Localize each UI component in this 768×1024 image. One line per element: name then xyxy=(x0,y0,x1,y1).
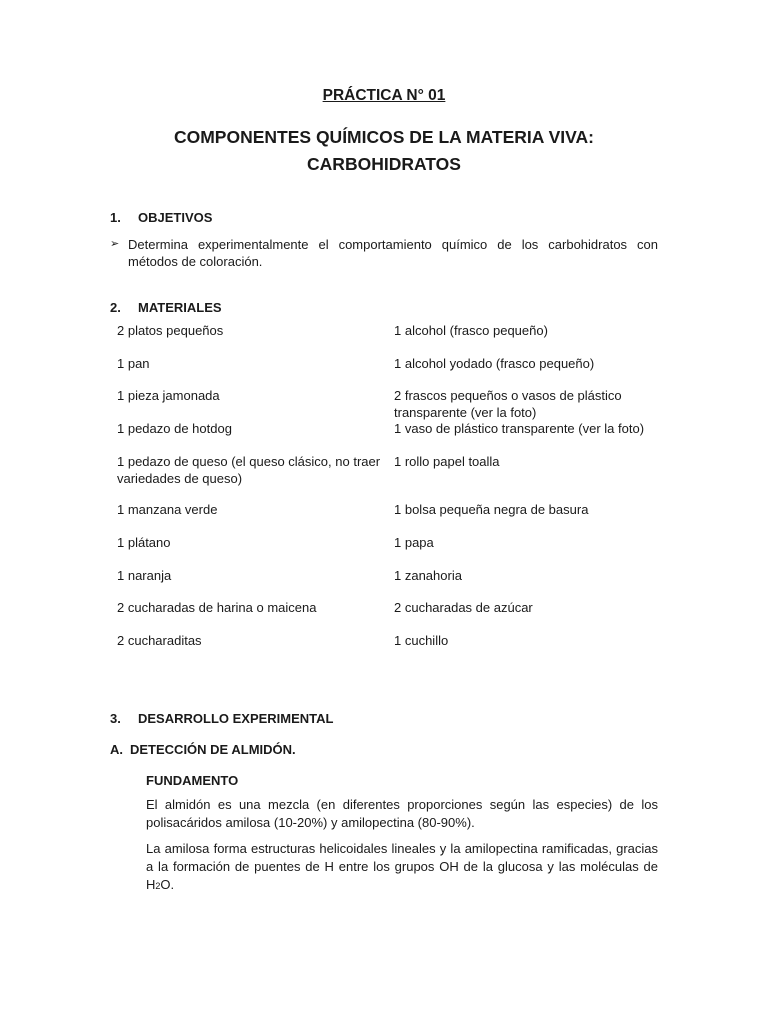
section-objetivos-heading xyxy=(110,210,212,225)
material-right-item: 1 papa xyxy=(394,535,434,550)
main-title xyxy=(0,124,768,178)
material-left-item: 1 naranja xyxy=(117,568,172,583)
material-right-item: 1 alcohol yodado (frasco pequeño) xyxy=(394,356,595,371)
section-title: DESARROLLO EXPERIMENTAL xyxy=(138,711,334,726)
paragraph-text: La amilosa forma estructuras helicoidales lineales y la amilopectina ramificadas, gracias a la formación de puentes de H entre los grupos OH de la glucosa y las moléculas de H xyxy=(146,841,658,892)
fundamento-heading: FUNDAMENTO xyxy=(146,773,239,788)
section-number: 1. xyxy=(110,210,121,225)
material-left-item: 1 manzana verde xyxy=(117,502,218,517)
main-title-line1: COMPONENTES QUÍMICOS DE LA MATERIA VIVA: xyxy=(173,127,594,147)
paragraph-end: O. xyxy=(160,877,175,892)
objective-item xyxy=(110,236,658,270)
material-left-item: 2 cucharadas de harina o maicena xyxy=(117,600,317,615)
material-right-item: 1 cuchillo xyxy=(394,633,449,648)
section-materiales-heading xyxy=(110,300,222,315)
section-number: 2. xyxy=(110,300,121,315)
material-left-item: 1 pieza jamonada xyxy=(117,388,220,403)
material-right-item: 1 zanahoria xyxy=(394,568,462,583)
section-number: 3. xyxy=(110,711,121,726)
subscript-text: 2 xyxy=(155,881,161,891)
main-title-line2: CARBOHIDRATOS xyxy=(307,154,461,174)
material-right-item: 1 bolsa pequeña negra de basura xyxy=(394,502,589,517)
material-right-item: 2 frascos pequeños o vasos de plástico transparente (ver la foto) xyxy=(394,388,622,420)
objective-text: Determina experimentalmente el comportamiento químico de los carbohidratos con métodos de coloración. xyxy=(128,237,658,269)
material-left-item: 2 cucharaditas xyxy=(117,633,202,648)
section-title: OBJETIVOS xyxy=(138,210,213,225)
material-right-item: 1 alcohol (frasco pequeño) xyxy=(394,323,548,338)
practice-title: PRÁCTICA N° 01 xyxy=(322,87,446,104)
material-left-item: 1 pedazo de queso (el queso clásico, no traer variedades de queso) xyxy=(117,454,381,486)
subsection-title: DETECCIÓN DE ALMIDÓN. xyxy=(130,742,296,757)
section-title: MATERIALES xyxy=(138,300,222,315)
subsection-letter: A. xyxy=(110,742,123,757)
section-desarrollo-heading xyxy=(110,711,334,726)
material-left-item: 1 plátano xyxy=(117,535,171,550)
material-right-item: 1 rollo papel toalla xyxy=(394,454,500,469)
fundamento-paragraph-1: El almidón es una mezcla (en diferentes proporciones según las especies) de los polisacáridos amilosa (10-20%) y amilopectina (80-90%). xyxy=(146,797,658,830)
fundamento-paragraph-2 xyxy=(146,840,658,895)
arrow-bullet-icon: ➢ xyxy=(110,238,120,250)
material-left-item: 2 platos pequeños xyxy=(117,323,224,338)
subsection-deteccion-heading xyxy=(110,742,296,757)
material-left-item: 1 pedazo de hotdog xyxy=(117,421,232,436)
material-right-item: 2 cucharadas de azúcar xyxy=(394,600,533,615)
material-right-item: 1 vaso de plástico transparente (ver la foto) xyxy=(394,421,645,436)
material-left-item: 1 pan xyxy=(117,356,150,371)
